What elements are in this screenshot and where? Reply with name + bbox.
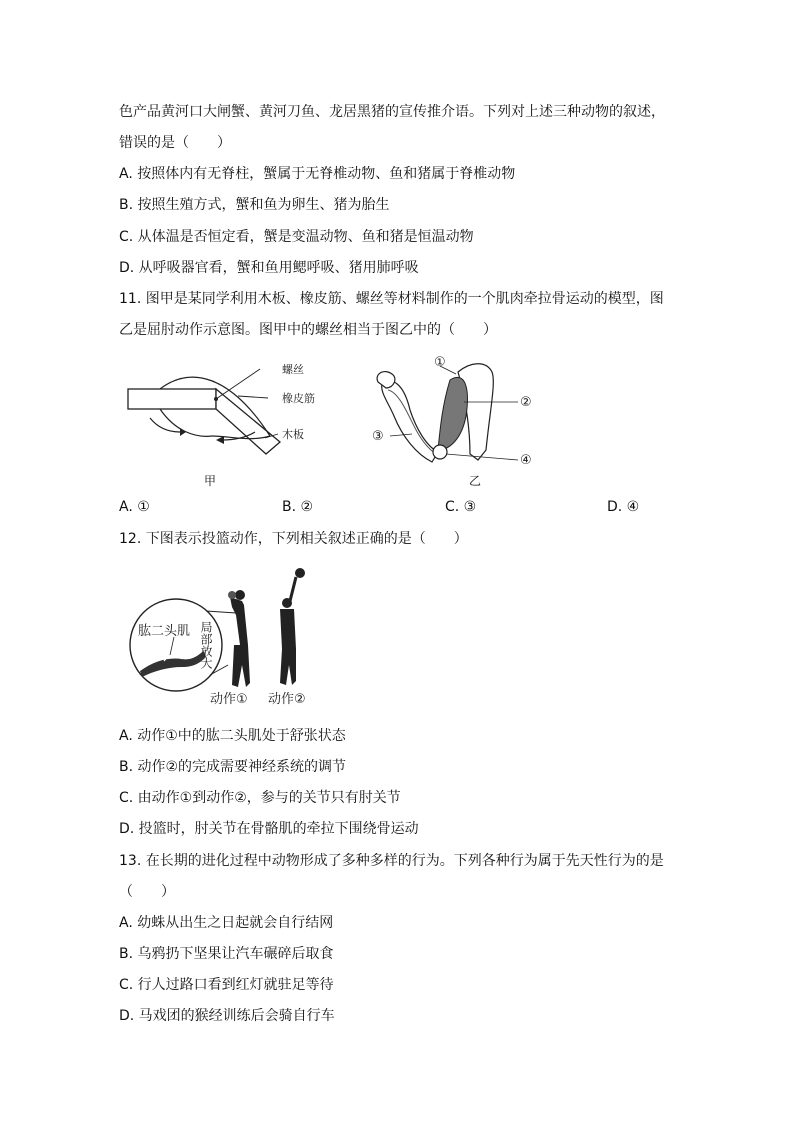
- label-rubber-band: 橡皮筋: [282, 392, 315, 405]
- q10-stem-line1: 色产品黄河口大闸蟹、黄河刀鱼、龙居黑猪的宣传推介语。下列对上述三种动物的叙述，: [119, 104, 665, 120]
- q13-option-d[interactable]: D. 马戏团的猴经训练后会骑自行车: [119, 1008, 335, 1024]
- marker-1: ①: [434, 355, 446, 370]
- marker-2: ②: [520, 395, 532, 410]
- q11-option-c[interactable]: C. ③: [445, 499, 477, 515]
- q10-option-a[interactable]: A. 按照体内有无脊柱，蟹属于无脊椎动物、鱼和猪属于脊椎动物: [119, 166, 516, 182]
- q11-option-a[interactable]: A. ①: [119, 499, 150, 515]
- figure-jia-model: [120, 356, 350, 456]
- q11-option-d[interactable]: D. ④: [607, 499, 640, 515]
- q13-stem-line1: 13. 在长期的进化过程中动物形成了多种多样的行为。下列各种行为属于先天性行为的是: [119, 853, 664, 869]
- q11-stem-line2: 乙是屈肘动作示意图。图甲中的螺丝相当于图乙中的（ ）: [119, 322, 497, 338]
- marker-3: ③: [372, 429, 384, 444]
- q13-stem-line2: （ ）: [119, 884, 175, 900]
- marker-4: ④: [520, 453, 532, 468]
- figure-yi-arm: [370, 350, 550, 468]
- label-biceps: 肱二头肌: [138, 624, 191, 639]
- figure-yi-caption: 乙: [469, 474, 482, 488]
- q11-option-b[interactable]: B. ②: [282, 499, 314, 515]
- label-board: 木板: [282, 428, 304, 441]
- label-action-2: 动作②: [268, 692, 306, 707]
- figure-jia-caption: 甲: [204, 474, 217, 488]
- q10-stem-line2: 错误的是（ ）: [119, 135, 231, 151]
- q10-option-d[interactable]: D. 从呼吸器官看，蟹和鱼用鳃呼吸、猪用肺呼吸: [119, 260, 419, 276]
- q13-option-a[interactable]: A. 幼蛛从出生之日起就会自行结网: [119, 915, 334, 931]
- q13-option-c[interactable]: C. 行人过路口看到红灯就驻足等待: [119, 977, 334, 993]
- q12-option-a[interactable]: A. 动作①中的肱二头肌处于舒张状态: [119, 728, 346, 744]
- q11-stem-line1: 11. 图甲是某同学利用木板、橡皮筋、螺丝等材料制作的一个肌肉牵拉骨运动的模型，图: [119, 291, 664, 307]
- q12-option-c[interactable]: C. 由动作①到动作②，参与的关节只有肘关节: [119, 790, 401, 806]
- q10-option-b[interactable]: B. 按照生殖方式，蟹和鱼为卵生、猪为胎生: [119, 197, 390, 213]
- figure-basketball-shot: [124, 565, 324, 710]
- label-screw: 螺丝: [282, 363, 304, 376]
- q10-option-c[interactable]: C. 从体温是否恒定看，蟹是变温动物、鱼和猪是恒温动物: [119, 229, 474, 245]
- label-action-1: 动作①: [210, 692, 248, 707]
- q12-stem: 12. 下图表示投篮动作，下列相关叙述正确的是（ ）: [119, 531, 468, 547]
- q13-option-b[interactable]: B. 乌鸦扔下坚果让汽车碾碎后取食: [119, 946, 334, 962]
- q12-option-d[interactable]: D. 投篮时，肘关节在骨骼肌的牵拉下围绕骨运动: [119, 821, 419, 837]
- q12-option-b[interactable]: B. 动作②的完成需要神经系统的调节: [119, 759, 347, 775]
- label-zoom: 局部放大: [199, 621, 213, 669]
